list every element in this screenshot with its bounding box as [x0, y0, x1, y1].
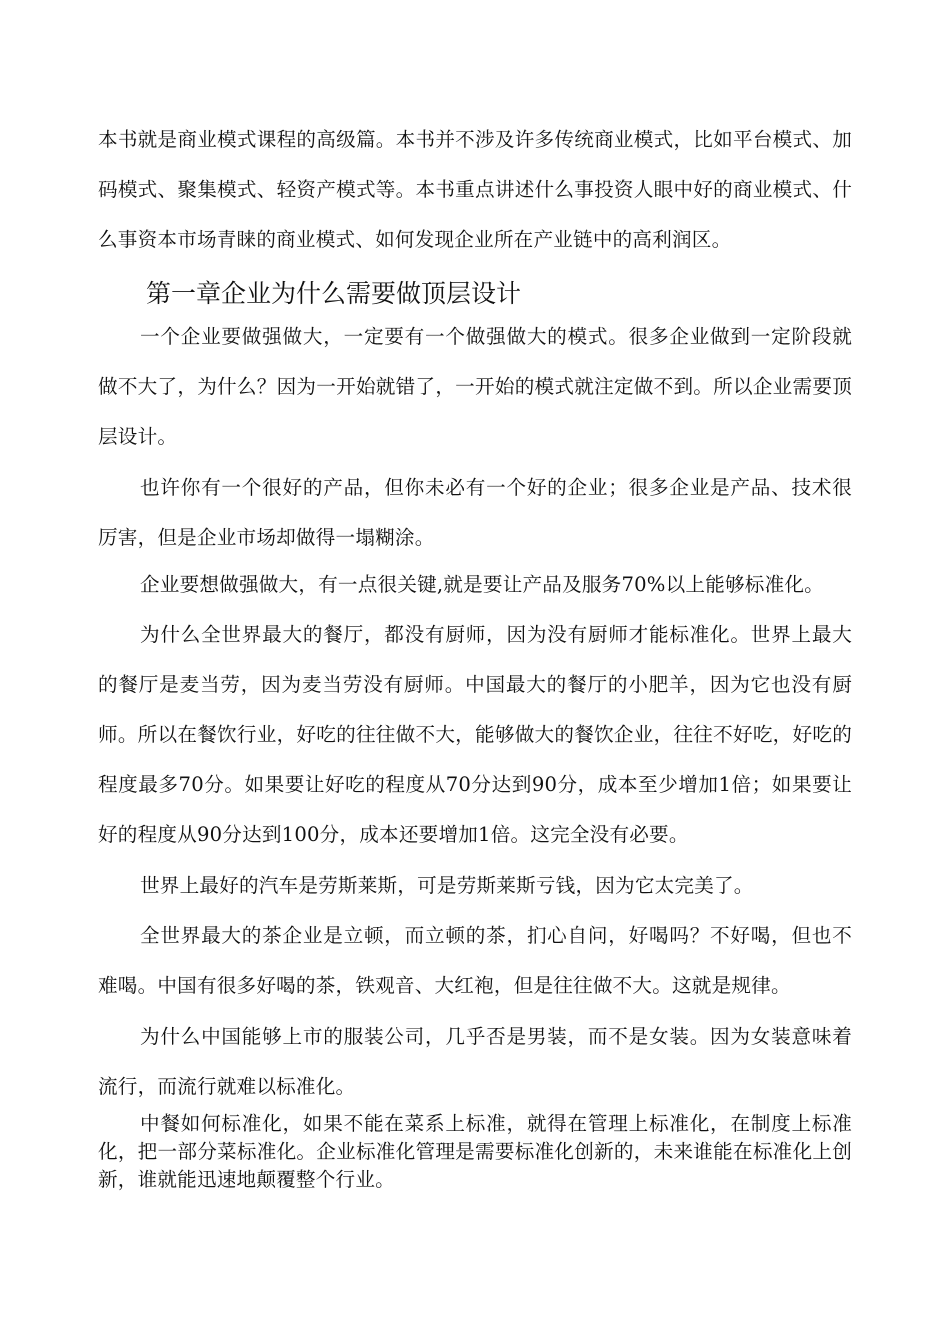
intro-paragraph: 本书就是商业模式课程的高级篇。本书并不涉及许多传统商业模式，比如平台模式、加码模式、聚集模式、轻资产模式等。本书重点讲述什么事投资人眼中好的商业模式、什么事资本市场青睐的商业模式、如何发现企业所在产业链中的高利润区。 [98, 128, 852, 251]
paragraph-8: 中餐如何标准化，如果不能在菜系上标准，就得在管理上标准化，在制度上标准化，把一部分菜标准化。企业标准化管理是需要标准化创新的，未来谁能在标准化上创新，谁就能迅速地颠覆整个行业。 [98, 1112, 852, 1191]
chapter-title: 第一章企业为什么需要做顶层设计 [146, 279, 522, 308]
paragraph-2: 也许你有一个很好的产品，但你未必有一个好的企业；很多企业是产品、技术很厉害，但是企业市场却做得一塌糊涂。 [98, 476, 852, 549]
paragraph-3: 企业要想做强做大，有一点很关键,就是要让产品及服务70%以上能够标准化。 [140, 573, 824, 596]
paragraph-6: 全世界最大的茶企业是立顿，而立顿的茶，扪心自问，好喝吗？不好喝，但也不难喝。中国有很多好喝的茶，铁观音、大红袍，但是往往做不大。这就是规律。 [98, 924, 852, 997]
paragraph-7: 为什么中国能够上市的服装公司，几乎否是男装，而不是女装。因为女装意味着流行，而流行就难以标准化。 [98, 1025, 852, 1098]
paragraph-4: 为什么全世界最大的餐厅，都没有厨师，因为没有厨师才能标准化。世界上最大的餐厅是麦当劳，因为麦当劳没有厨师。中国最大的餐厅的小肥羊，因为它也没有厨师。所以在餐饮行业，好吃的往往做不大，能够做大的餐饮企业，往往不好吃，好吃的程度最多70分。如果要让好吃的程度从70分达到90分，成本至少增加1倍；如果要让好的程度从90分达到100分，成本还要增加1倍。这完全没有必要。 [98, 623, 852, 846]
paragraph-5: 世界上最好的汽车是劳斯莱斯，可是劳斯莱斯亏钱，因为它太完美了。 [140, 874, 754, 897]
paragraph-1: 一个企业要做强做大，一定要有一个做强做大的模式。很多企业做到一定阶段就做不大了，为什么？因为一开始就错了，一开始的模式就注定做不到。所以企业需要顶层设计。 [98, 325, 852, 448]
